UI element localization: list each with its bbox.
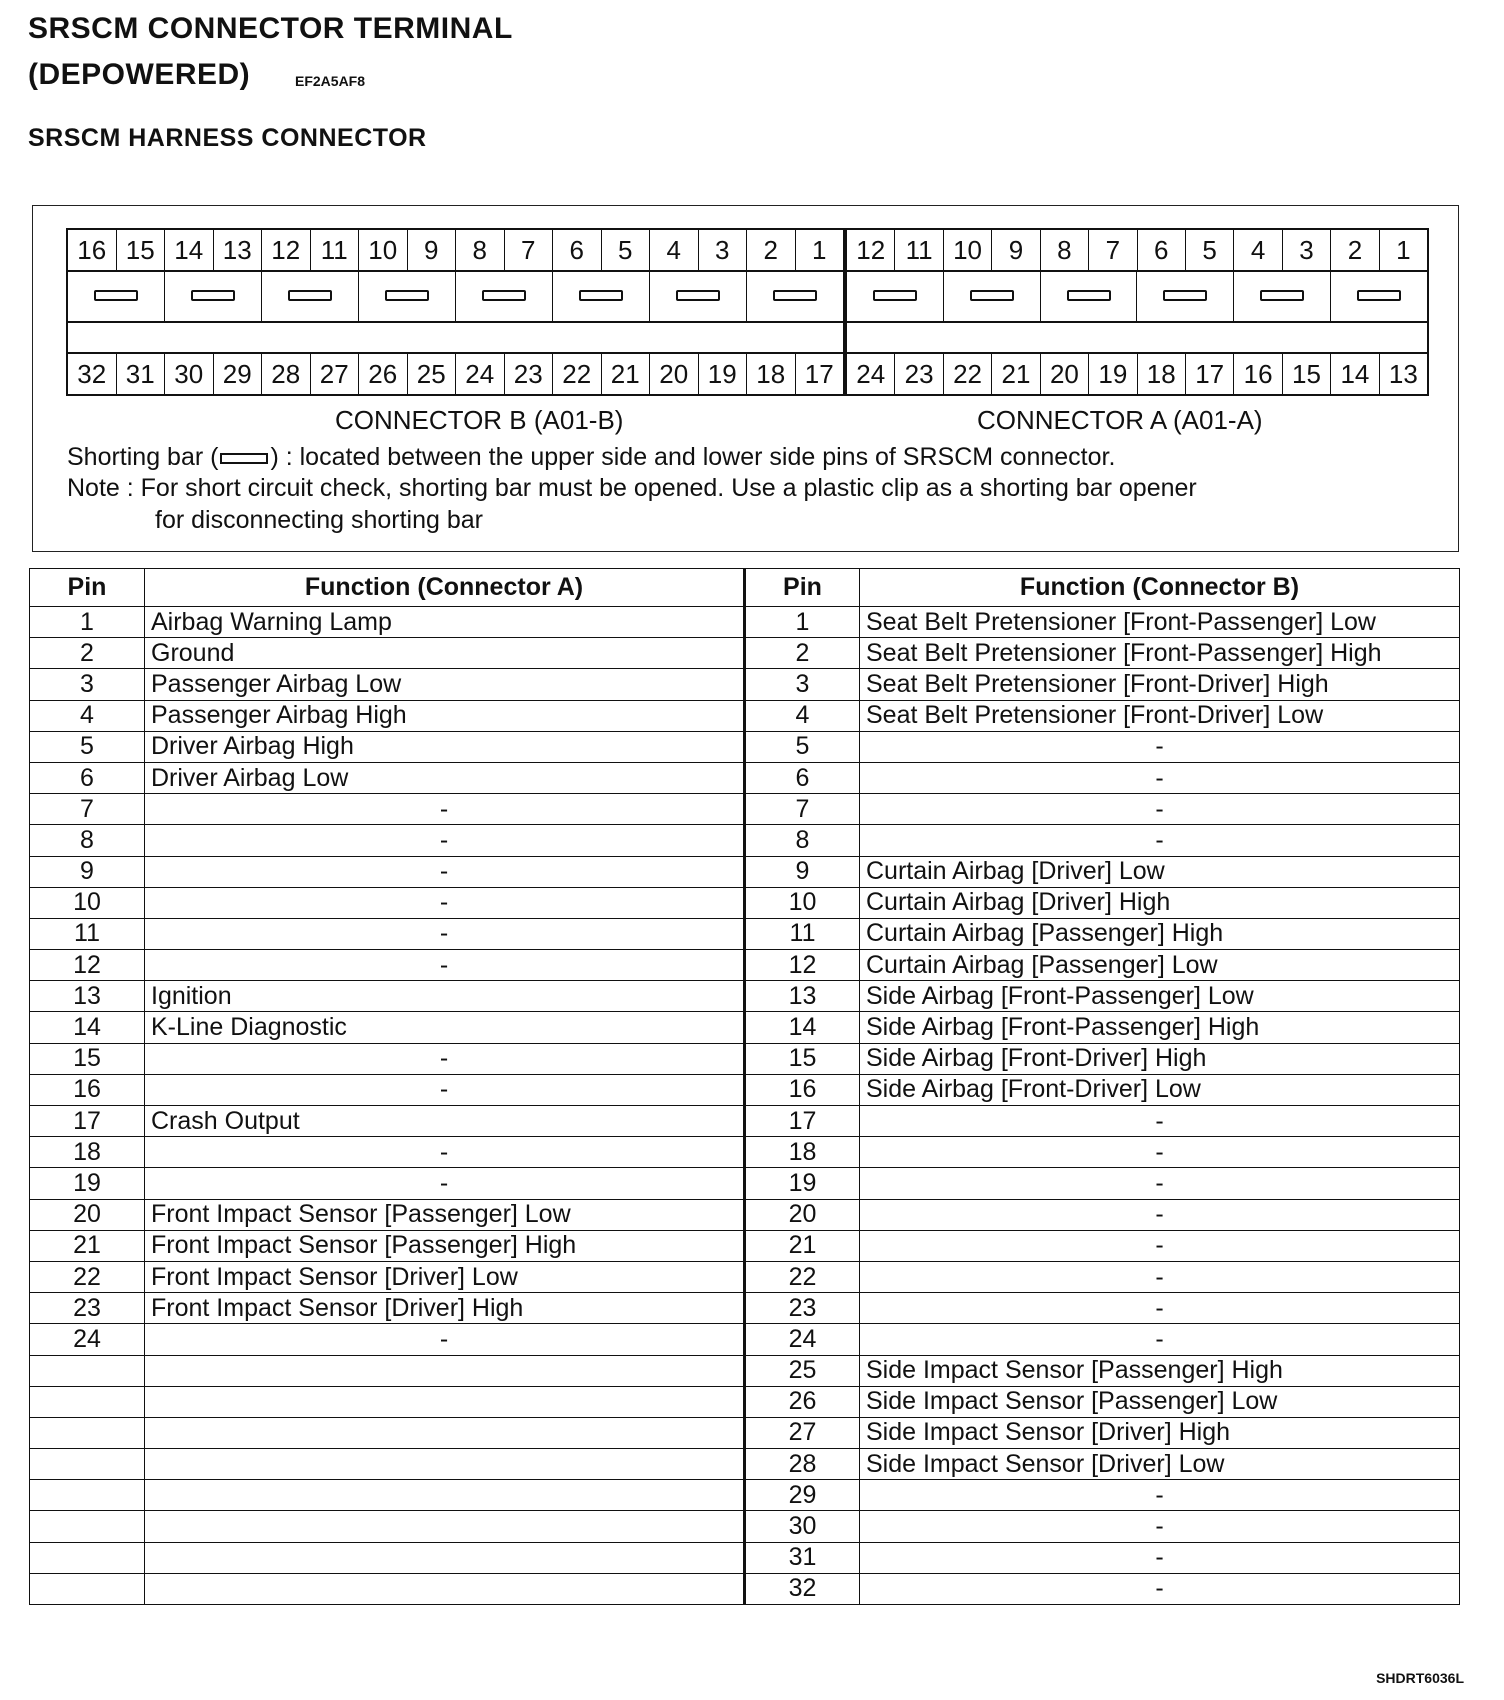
pin-b-cell: 10 bbox=[745, 887, 860, 918]
legend-suffix: ) : located between the upper side and lower side pins of SRSCM connector. bbox=[270, 443, 1116, 471]
connector-pin: 3 bbox=[699, 230, 748, 270]
function-b-cell: - bbox=[860, 1230, 1460, 1261]
function-b-cell: - bbox=[860, 1293, 1460, 1324]
pin-b-cell: 11 bbox=[745, 918, 860, 949]
function-b-cell: Side Airbag [Front-Driver] Low bbox=[860, 1074, 1460, 1105]
connector-a-shorting-bars bbox=[847, 270, 1427, 323]
connector-pin: 9 bbox=[992, 230, 1040, 270]
table-row bbox=[30, 1168, 1460, 1199]
connector-pin: 15 bbox=[117, 230, 166, 270]
pin-b-cell: 4 bbox=[745, 700, 860, 731]
table-row bbox=[30, 1012, 1460, 1043]
connector-b-label: CONNECTOR B (A01-B) bbox=[335, 405, 624, 435]
pin-a-cell: 24 bbox=[30, 1324, 145, 1355]
table-row bbox=[30, 700, 1460, 731]
pin-a-cell: 15 bbox=[30, 1043, 145, 1074]
function-a-cell: Driver Airbag Low bbox=[145, 762, 745, 793]
function-b-cell: - bbox=[860, 1137, 1460, 1168]
pin-a-cell: 19 bbox=[30, 1168, 145, 1199]
table-row bbox=[30, 1199, 1460, 1230]
pin-b-cell: 19 bbox=[745, 1168, 860, 1199]
shorting-bar-icon bbox=[191, 290, 235, 301]
connector-pin: 7 bbox=[1089, 230, 1137, 270]
connector-pin: 20 bbox=[1041, 354, 1089, 394]
function-a-cell: Front Impact Sensor [Passenger] High bbox=[145, 1230, 745, 1261]
pin-b-cell: 16 bbox=[745, 1074, 860, 1105]
connector-pin: 22 bbox=[553, 354, 602, 394]
function-a-cell bbox=[145, 1449, 745, 1480]
connector-pin: 30 bbox=[165, 354, 214, 394]
shorting-bar-icon bbox=[1163, 290, 1207, 301]
shorting-bar-cell bbox=[1234, 270, 1331, 321]
function-b-cell: - bbox=[860, 1542, 1460, 1573]
function-b-cell: Side Airbag [Front-Passenger] Low bbox=[860, 981, 1460, 1012]
function-b-cell: - bbox=[860, 762, 1460, 793]
connector-b-bottom-pins bbox=[68, 352, 843, 394]
function-a-cell: Front Impact Sensor [Driver] Low bbox=[145, 1261, 745, 1292]
page-title-sub: (DEPOWERED) bbox=[28, 58, 251, 91]
shorting-bar-cell bbox=[1331, 270, 1427, 321]
table-row bbox=[30, 1417, 1460, 1448]
pin-b-cell: 29 bbox=[745, 1480, 860, 1511]
connector-b-shorting-bars bbox=[68, 270, 843, 323]
pin-b-cell: 1 bbox=[745, 607, 860, 638]
connector-pin: 14 bbox=[1331, 354, 1379, 394]
pin-a-cell: 5 bbox=[30, 731, 145, 762]
pin-a-cell: 3 bbox=[30, 669, 145, 700]
connector-pin: 21 bbox=[992, 354, 1040, 394]
connector-pin: 6 bbox=[553, 230, 602, 270]
connector-pin: 24 bbox=[847, 354, 895, 394]
shorting-bar-cell bbox=[1041, 270, 1138, 321]
shorting-bar-cell bbox=[456, 270, 553, 321]
connector-pin: 19 bbox=[1089, 354, 1137, 394]
table-row bbox=[30, 1355, 1460, 1386]
shorting-bar-legend bbox=[67, 443, 1115, 472]
header-pin-a: Pin bbox=[30, 569, 145, 607]
connector-pin: 26 bbox=[359, 354, 408, 394]
function-b-cell: Side Impact Sensor [Passenger] High bbox=[860, 1355, 1460, 1386]
function-b-cell: - bbox=[860, 825, 1460, 856]
connector-pin: 3 bbox=[1283, 230, 1331, 270]
figure-code: SHDRT6036L bbox=[1376, 1670, 1464, 1686]
pin-a-cell: 14 bbox=[30, 1012, 145, 1043]
function-a-cell: - bbox=[145, 887, 745, 918]
connector-pin: 18 bbox=[1138, 354, 1186, 394]
pin-a-cell bbox=[30, 1355, 145, 1386]
connector-pin: 2 bbox=[1331, 230, 1379, 270]
pin-b-cell: 8 bbox=[745, 825, 860, 856]
function-a-cell: K-Line Diagnostic bbox=[145, 1012, 745, 1043]
table-row bbox=[30, 1230, 1460, 1261]
pin-b-cell: 9 bbox=[745, 856, 860, 887]
function-a-cell: - bbox=[145, 918, 745, 949]
pin-a-cell: 22 bbox=[30, 1261, 145, 1292]
shorting-bar-cell bbox=[553, 270, 650, 321]
table-row bbox=[30, 825, 1460, 856]
table-row bbox=[30, 981, 1460, 1012]
function-a-cell: Passenger Airbag Low bbox=[145, 669, 745, 700]
pin-a-cell bbox=[30, 1417, 145, 1448]
connector-pin: 12 bbox=[262, 230, 311, 270]
legend-prefix: Shorting bar ( bbox=[67, 443, 219, 471]
function-b-cell: Curtain Airbag [Passenger] Low bbox=[860, 950, 1460, 981]
function-b-cell: Seat Belt Pretensioner [Front-Driver] Low bbox=[860, 700, 1460, 731]
function-a-cell bbox=[145, 1355, 745, 1386]
connector-pin: 1 bbox=[812, 234, 827, 265]
shorting-bar-icon bbox=[676, 290, 720, 301]
table-row bbox=[30, 1542, 1460, 1573]
page-title: SRSCM CONNECTOR TERMINAL bbox=[28, 12, 513, 45]
pin-a-cell: 23 bbox=[30, 1293, 145, 1324]
connector-pin: 5 bbox=[602, 230, 651, 270]
connector-pin: 13 bbox=[1388, 358, 1418, 389]
pin-b-cell: 2 bbox=[745, 638, 860, 669]
function-a-cell: Passenger Airbag High bbox=[145, 700, 745, 731]
connector-diagram bbox=[32, 205, 1459, 552]
pin-b-cell: 21 bbox=[745, 1230, 860, 1261]
table-header-row bbox=[30, 569, 1460, 607]
pin-a-cell bbox=[30, 1542, 145, 1573]
document-code: EF2A5AF8 bbox=[295, 73, 366, 89]
pin-a-cell: 17 bbox=[30, 1106, 145, 1137]
function-b-cell: - bbox=[860, 1199, 1460, 1230]
table-row bbox=[30, 1386, 1460, 1417]
function-b-cell: Curtain Airbag [Driver] High bbox=[860, 887, 1460, 918]
pin-b-cell: 7 bbox=[745, 794, 860, 825]
table-row bbox=[30, 638, 1460, 669]
connector-pin: 8 bbox=[1041, 230, 1089, 270]
shorting-bar-icon bbox=[385, 290, 429, 301]
function-b-cell: - bbox=[860, 1480, 1460, 1511]
function-b-cell: - bbox=[860, 794, 1460, 825]
shorting-bar-cell bbox=[747, 270, 843, 321]
table-row bbox=[30, 1074, 1460, 1105]
pin-a-cell bbox=[30, 1386, 145, 1417]
function-a-cell: Front Impact Sensor [Passenger] Low bbox=[145, 1199, 745, 1230]
connector-pin: 31 bbox=[117, 354, 166, 394]
pin-b-cell: 26 bbox=[745, 1386, 860, 1417]
pin-a-cell: 20 bbox=[30, 1199, 145, 1230]
shorting-bar-cell bbox=[262, 270, 359, 321]
connector-pin: 22 bbox=[944, 354, 992, 394]
pin-b-cell: 31 bbox=[745, 1542, 860, 1573]
pin-b-cell: 30 bbox=[745, 1511, 860, 1542]
function-b-cell: Curtain Airbag [Passenger] High bbox=[860, 918, 1460, 949]
function-b-cell: - bbox=[860, 1511, 1460, 1542]
connector-pin: 5 bbox=[1186, 230, 1234, 270]
connector-pin: 9 bbox=[408, 230, 457, 270]
table-row bbox=[30, 1043, 1460, 1074]
shorting-bar-icon bbox=[482, 290, 526, 301]
function-b-cell: Seat Belt Pretensioner [Front-Passenger] High bbox=[860, 638, 1460, 669]
function-b-cell: - bbox=[860, 1261, 1460, 1292]
connector-pin: 16 bbox=[68, 230, 117, 270]
function-a-cell: Crash Output bbox=[145, 1106, 745, 1137]
connector-pin: 6 bbox=[1138, 230, 1186, 270]
pin-a-cell: 13 bbox=[30, 981, 145, 1012]
table-row bbox=[30, 1261, 1460, 1292]
pin-b-cell: 3 bbox=[745, 669, 860, 700]
pin-a-cell: 11 bbox=[30, 918, 145, 949]
function-b-cell: Side Airbag [Front-Passenger] High bbox=[860, 1012, 1460, 1043]
pin-b-cell: 20 bbox=[745, 1199, 860, 1230]
table-row bbox=[30, 887, 1460, 918]
pin-a-cell: 6 bbox=[30, 762, 145, 793]
pin-a-cell: 10 bbox=[30, 887, 145, 918]
table-row bbox=[30, 669, 1460, 700]
function-a-cell: - bbox=[145, 1137, 745, 1168]
pin-b-cell: 24 bbox=[745, 1324, 860, 1355]
function-b-cell: - bbox=[860, 1324, 1460, 1355]
function-b-cell: Seat Belt Pretensioner [Front-Passenger] Low bbox=[860, 607, 1460, 638]
function-a-cell: Ground bbox=[145, 638, 745, 669]
note-line-1: Note : For short circuit check, shorting bar must be opened. Use a plastic clip as a shorting bar opener bbox=[67, 474, 1197, 502]
function-b-cell: Side Impact Sensor [Driver] High bbox=[860, 1417, 1460, 1448]
table-row bbox=[30, 762, 1460, 793]
table-row bbox=[30, 1480, 1460, 1511]
table-row bbox=[30, 731, 1460, 762]
function-a-cell bbox=[145, 1417, 745, 1448]
connector-pin: 21 bbox=[602, 354, 651, 394]
function-a-cell: Ignition bbox=[145, 981, 745, 1012]
shorting-bar-icon bbox=[288, 290, 332, 301]
pin-b-cell: 23 bbox=[745, 1293, 860, 1324]
connector-a-bottom-pins bbox=[847, 352, 1427, 394]
pin-b-cell: 27 bbox=[745, 1417, 860, 1448]
table-row bbox=[30, 1573, 1460, 1604]
connector-pin: 10 bbox=[359, 230, 408, 270]
function-b-cell: Side Impact Sensor [Passenger] Low bbox=[860, 1386, 1460, 1417]
pin-b-cell: 28 bbox=[745, 1449, 860, 1480]
shorting-bar-icon bbox=[1357, 290, 1401, 301]
shorting-bar-icon bbox=[579, 290, 623, 301]
connector-pin: 12 bbox=[847, 230, 895, 270]
pin-a-cell: 4 bbox=[30, 700, 145, 731]
connector-pin: 28 bbox=[262, 354, 311, 394]
table-row bbox=[30, 950, 1460, 981]
connector-b bbox=[66, 228, 845, 396]
table-row bbox=[30, 856, 1460, 887]
function-b-cell: - bbox=[860, 1168, 1460, 1199]
pin-b-cell: 12 bbox=[745, 950, 860, 981]
connector-pin: 29 bbox=[214, 354, 263, 394]
function-a-cell: - bbox=[145, 1043, 745, 1074]
function-a-cell: - bbox=[145, 950, 745, 981]
table-row bbox=[30, 1511, 1460, 1542]
connector-a-label: CONNECTOR A (A01-A) bbox=[977, 405, 1263, 435]
function-b-cell: - bbox=[860, 1106, 1460, 1137]
pin-a-cell: 2 bbox=[30, 638, 145, 669]
pin-b-cell: 17 bbox=[745, 1106, 860, 1137]
connector-pin: 19 bbox=[699, 354, 748, 394]
table-body bbox=[30, 607, 1460, 1605]
table-row bbox=[30, 918, 1460, 949]
table-row bbox=[30, 1449, 1460, 1480]
pin-b-cell: 18 bbox=[745, 1137, 860, 1168]
connector-pin: 20 bbox=[650, 354, 699, 394]
table-row bbox=[30, 1106, 1460, 1137]
function-a-cell: - bbox=[145, 1074, 745, 1105]
pin-function-table bbox=[29, 568, 1460, 1605]
function-a-cell: - bbox=[145, 1168, 745, 1199]
pin-b-cell: 32 bbox=[745, 1573, 860, 1604]
pin-a-cell: 9 bbox=[30, 856, 145, 887]
header-function-b: Function (Connector B) bbox=[860, 569, 1460, 607]
function-a-cell: - bbox=[145, 825, 745, 856]
connector-a-top-pins bbox=[847, 230, 1427, 272]
table-row bbox=[30, 1293, 1460, 1324]
shorting-bar-cell bbox=[1137, 270, 1234, 321]
note-line-2: for disconnecting shorting bar bbox=[155, 506, 483, 534]
connector-pin: 17 bbox=[1186, 354, 1234, 394]
pin-b-cell: 14 bbox=[745, 1012, 860, 1043]
pin-b-cell: 25 bbox=[745, 1355, 860, 1386]
shorting-bar-icon bbox=[94, 290, 138, 301]
pin-b-cell: 13 bbox=[745, 981, 860, 1012]
table-row bbox=[30, 1137, 1460, 1168]
connector-pin: 11 bbox=[311, 230, 360, 270]
function-b-cell: - bbox=[860, 1573, 1460, 1604]
pin-a-cell: 16 bbox=[30, 1074, 145, 1105]
function-a-cell bbox=[145, 1386, 745, 1417]
function-b-cell: Seat Belt Pretensioner [Front-Driver] High bbox=[860, 669, 1460, 700]
shorting-bar-cell bbox=[650, 270, 747, 321]
pin-b-cell: 15 bbox=[745, 1043, 860, 1074]
function-a-cell bbox=[145, 1480, 745, 1511]
function-a-cell: - bbox=[145, 1324, 745, 1355]
table-row bbox=[30, 794, 1460, 825]
connector-a bbox=[845, 228, 1429, 396]
function-b-cell: - bbox=[860, 731, 1460, 762]
function-a-cell: - bbox=[145, 856, 745, 887]
pin-a-cell: 18 bbox=[30, 1137, 145, 1168]
connector-pin: 7 bbox=[505, 230, 554, 270]
connector-pin: 18 bbox=[747, 354, 796, 394]
shorting-bar-cell bbox=[847, 270, 944, 321]
pin-b-cell: 22 bbox=[745, 1261, 860, 1292]
connector-pin: 4 bbox=[1234, 230, 1282, 270]
pin-a-cell: 8 bbox=[30, 825, 145, 856]
connector-pin: 4 bbox=[650, 230, 699, 270]
function-a-cell bbox=[145, 1573, 745, 1604]
shorting-bar-icon bbox=[220, 453, 268, 464]
connector-pin: 1 bbox=[1396, 234, 1411, 265]
section-title: SRSCM HARNESS CONNECTOR bbox=[28, 124, 427, 152]
shorting-bar-icon bbox=[873, 290, 917, 301]
shorting-bar-icon bbox=[773, 290, 817, 301]
shorting-bar-cell bbox=[944, 270, 1041, 321]
shorting-bar-icon bbox=[1067, 290, 1111, 301]
pin-a-cell bbox=[30, 1573, 145, 1604]
function-a-cell bbox=[145, 1511, 745, 1542]
shorting-bar-cell bbox=[68, 270, 165, 321]
connector-pin: 17 bbox=[804, 358, 834, 389]
connector-pin: 25 bbox=[408, 354, 457, 394]
connector-pin: 2 bbox=[747, 230, 796, 270]
shorting-bar-cell bbox=[165, 270, 262, 321]
shorting-bar-icon bbox=[970, 290, 1014, 301]
connector-pin: 15 bbox=[1283, 354, 1331, 394]
function-a-cell: Airbag Warning Lamp bbox=[145, 607, 745, 638]
shorting-bar-cell bbox=[359, 270, 456, 321]
connector-pin: 16 bbox=[1234, 354, 1282, 394]
function-a-cell: Front Impact Sensor [Driver] High bbox=[145, 1293, 745, 1324]
connector-pin: 8 bbox=[456, 230, 505, 270]
connector-b-top-pins bbox=[68, 230, 843, 272]
header-function-a: Function (Connector A) bbox=[145, 569, 745, 607]
pin-a-cell: 21 bbox=[30, 1230, 145, 1261]
pin-a-cell bbox=[30, 1449, 145, 1480]
pin-a-cell: 7 bbox=[30, 794, 145, 825]
connector-pin: 14 bbox=[165, 230, 214, 270]
pin-b-cell: 6 bbox=[745, 762, 860, 793]
shorting-bar-icon bbox=[1260, 290, 1304, 301]
function-b-cell: Curtain Airbag [Driver] Low bbox=[860, 856, 1460, 887]
function-a-cell bbox=[145, 1542, 745, 1573]
function-a-cell: Driver Airbag High bbox=[145, 731, 745, 762]
connector-pin: 23 bbox=[895, 354, 943, 394]
connector-pin: 10 bbox=[944, 230, 992, 270]
pin-a-cell: 12 bbox=[30, 950, 145, 981]
table-row bbox=[30, 1324, 1460, 1355]
table-row bbox=[30, 607, 1460, 638]
pin-b-cell: 5 bbox=[745, 731, 860, 762]
connector-pin: 32 bbox=[68, 354, 117, 394]
header-pin-b: Pin bbox=[745, 569, 860, 607]
pin-a-cell bbox=[30, 1480, 145, 1511]
connector-pin: 24 bbox=[456, 354, 505, 394]
pin-a-cell bbox=[30, 1511, 145, 1542]
connector-pin: 27 bbox=[311, 354, 360, 394]
function-b-cell: Side Impact Sensor [Driver] Low bbox=[860, 1449, 1460, 1480]
pin-a-cell: 1 bbox=[30, 607, 145, 638]
connector-pin: 11 bbox=[895, 230, 943, 270]
connector-pin: 23 bbox=[505, 354, 554, 394]
connector-pin: 13 bbox=[214, 230, 263, 270]
function-a-cell: - bbox=[145, 794, 745, 825]
function-b-cell: Side Airbag [Front-Driver] High bbox=[860, 1043, 1460, 1074]
